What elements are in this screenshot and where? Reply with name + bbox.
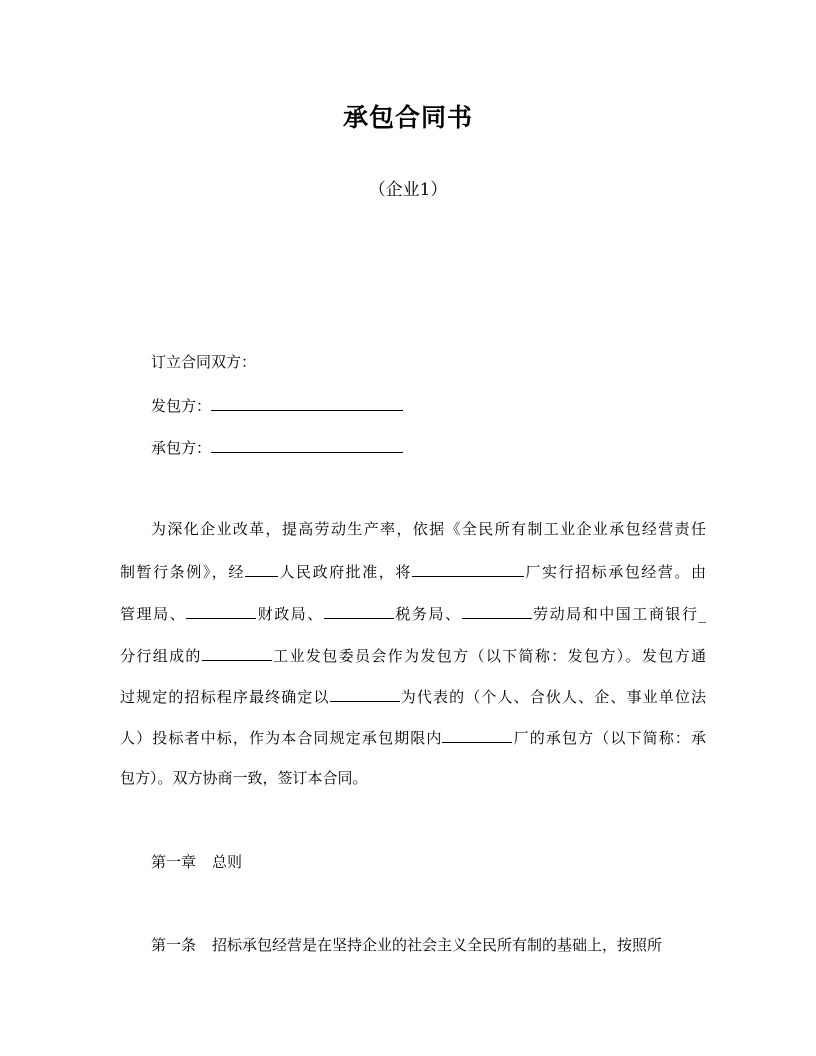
- contractor-line: [151, 437, 403, 458]
- finance-bureau-blank: [324, 603, 394, 619]
- chapter-number: 第一章: [151, 853, 197, 871]
- article-1-line: [151, 935, 662, 955]
- text-segment: 厂实行招标承包经营。由: [523, 563, 706, 581]
- text-segment: 人民政府批准，将: [277, 563, 412, 581]
- preamble-line-3: [120, 603, 706, 624]
- text-segment: 制暂行条例》，经: [120, 563, 245, 581]
- preamble-line-6: [120, 727, 706, 748]
- preamble-line-1: 为深化企业改革，提高劳动生产率，依据《全民所有制工业企业承包经营责任: [151, 520, 706, 538]
- text-segment: 管理局、: [120, 605, 187, 623]
- text-segment: 过规定的招标程序最终确定以: [120, 688, 330, 706]
- representative-blank: [330, 686, 400, 702]
- contracted-factory-blank: [442, 727, 512, 743]
- document-title: 承包合同书: [342, 103, 473, 132]
- employer-line: [151, 395, 403, 416]
- preamble-line-4: [120, 645, 706, 666]
- text-segment: 财政局、: [256, 605, 324, 623]
- article-number: 第一条: [151, 936, 197, 954]
- employer-label: 发包方：: [151, 397, 212, 415]
- tax-bureau-blank: [462, 603, 532, 619]
- text-segment: 分行组成的: [120, 647, 202, 665]
- chapter-heading: [151, 852, 242, 872]
- text-segment: 人）投标者中标，作为本合同规定承包期限内: [120, 729, 443, 747]
- chapter-name: 总则: [212, 853, 243, 871]
- committee-blank: [202, 645, 272, 661]
- parties-heading: 订立合同双方：: [151, 353, 257, 371]
- text-segment: 工业发包委员会作为发包方（以下简称：发包方）。发包方通: [271, 647, 706, 665]
- preamble-line-7: 包方）。双方协商一致，签订本合同。: [120, 769, 368, 787]
- factory-blank: [412, 561, 524, 577]
- document-subtitle: （企业1）: [368, 180, 448, 200]
- text-segment: 税务局、: [393, 605, 462, 623]
- text-segment: 厂的承包方（以下简称：承: [512, 729, 706, 747]
- text-segment: 为代表的（个人、合伙人、企、事业单位法: [399, 688, 706, 706]
- preamble-line-2: [120, 561, 706, 582]
- preamble-line-5: [120, 686, 706, 707]
- contractor-label: 承包方：: [151, 439, 212, 457]
- text-segment: 劳动局和中国工商银行_: [531, 605, 706, 623]
- employer-blank: [211, 395, 403, 411]
- article-text: 招标承包经营是在坚持企业的社会主义全民所有制的基础上，按照所: [212, 936, 663, 954]
- government-blank: [245, 561, 278, 577]
- contractor-blank: [211, 437, 403, 453]
- admin-bureau-blank: [186, 603, 256, 619]
